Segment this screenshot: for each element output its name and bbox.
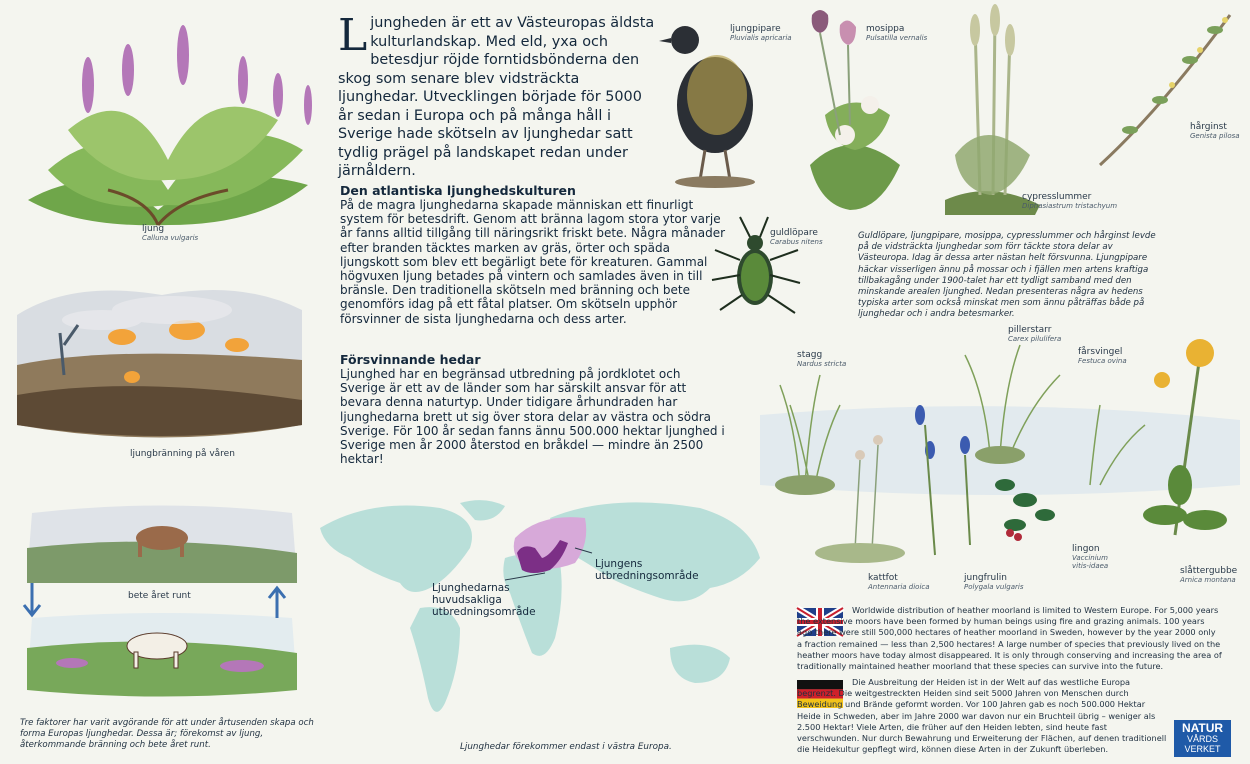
ljung-label: ljung Calluna vulgaris [142, 224, 199, 242]
heather-plant-illustration [8, 10, 328, 235]
map-label-core: Ljunghedarnas huvudsakliga utbredningsområde [432, 582, 536, 618]
lingon-label: lingon Vaccinium vitis-idaea [1072, 544, 1109, 570]
pillerstarr-label: pillerstarr Carex pilulifera [1008, 325, 1062, 343]
bete-caption: bete året runt [128, 591, 191, 601]
cypresslummer-label: cypresslummer Diphasiastrum tristachyum [1022, 192, 1118, 210]
section-disappearing-body: Ljunghed har en begränsad utbredning på jordklotet och Sverige är ett av de länder som har särskilt ansvar för att bevara denna naturtyp. Under tidigare århundraden har ljunghedarna brett ut sig över stora delar av västra och södra Sverige. För 100 år sedan fanns ännu 500.000 hektar ljunghed i Sverige men år 2000 återstod en bråkdel — mindre än 2500 hektar! [340, 367, 725, 467]
intro-paragraph [338, 10, 658, 181]
map-caption: Ljunghedar förekommer endast i västra Europa. [460, 742, 672, 752]
logo-line3: VERKET [1184, 744, 1221, 754]
ljungbranning-caption: ljungbränning på våren [130, 449, 235, 459]
ljungpipare-label: ljungpipare Pluvialis apricaria [730, 24, 792, 42]
guldlopare-label: guldlöpare Carabus nitens [770, 228, 823, 246]
heath-species-illustration [760, 335, 1245, 595]
section-disappearing-heading: Försvinnande hedar [340, 352, 481, 367]
naturvardsverket-logo [1174, 720, 1231, 757]
species-note: Guldlöpare, ljungpipare, mosippa, cypresslummer och hårginst levde på de vidsträckta ljunghedar som förr täckte stora delar av Västeuropa. Idag är dessa arter nästan helt försvunna. Ljungpipare häckar visserligen ännu på mossar och i fjällen men artens kraftiga tillbakagång under 1900-talet har ett tydligt samband med den minskande arealen ljunghed. Nedan presenteras några av hedens typiska arter som också minskat men som ännu påträffas både på ljunghedar och i andra betesmarker. [858, 231, 1156, 320]
faktorer-text: Tre faktorer har varit avgörande för att under årtusenden skapa och forma Europas ljunghedar. Dessa är; förekomst av ljung, återkommande bränning och bete året runt. [20, 718, 314, 750]
intro-dropcap: L [338, 10, 368, 61]
section-atlantic-body: På de magra ljunghedarna skapade människan ett finurligt system för betesdrift. Genom att bränna lagom stora ytor varje år fanns alltid tillgång till näringsrikt friskt bete. Några månader efter branden täcktes marken av gräs, örter och späda ljungskott som blev ett begärligt bete för kreaturen. Gammal högvuxen ljung betades på vintern och samlades även in till bränsle. Den traditionella skötseln med bränning och bete genomförs idag på ett fåtal platser. Om skötseln upphör försvinner de sista ljunghedarna och dess arter. [340, 198, 726, 326]
slattergubbe-label: slåttergubbe Arnica montana [1180, 566, 1238, 584]
logo-line1: NATUR [1181, 721, 1224, 735]
mosippa-label: mosippa Pulsatilla vernalis [866, 24, 928, 42]
stagg-label: stagg Nardus stricta [797, 350, 847, 368]
intro-text: jungheden är ett av Västeuropas äldsta kulturlandskap. Med eld, yxa och betesdjur röjde forntidsbönderna den skog som senare blev vidsträckta ljunghedar. Utvecklingen började för 5000 år sedan i Europa och på många håll i Sverige hade skötseln av ljunghedar satt tydlig prägel på landskapet redan under järnåldern. [338, 15, 655, 179]
harginst-illustration [1100, 0, 1240, 170]
harginst-label: hårginst Genista pilosa [1190, 122, 1240, 140]
section-disappearing [340, 352, 725, 466]
map-label-range: Ljungens utbredningsområde [595, 558, 699, 582]
section-atlantic [340, 183, 730, 326]
jungfrulin-label: jungfrulin Polygala vulgaris [964, 573, 1024, 591]
world-map [310, 488, 780, 743]
farsvingel-label: fårsvingel Festuca ovina [1078, 347, 1127, 365]
heath-burning-illustration [12, 275, 307, 450]
english-text: Worldwide distribution of heather moorland is limited to Western Europe. For 5,000 years the extensive moors have been formed by human beings using fire and grazing animals. 100 years ago there were still 500,000 hectares of heather moorland in Sweden, however by the year 2000 only a fraction remained — less than 2,500 hectares! A large number of species that previously lived on the heather moors have today almost disappeared. It is only through conserving and increasing the area of traditionally maintained heather moorland that these species can survive into the future. [797, 605, 1222, 672]
german-text: Die Ausbreitung der Heiden ist in der Welt auf das westliche Europa begrenzt. Die weitgestreckten Heiden sind seit 5000 Jahren von Menschen durch Beweidung und Brände geformt worden. Vor 100 Jahren gab es noch 500.000 Hektar Heide in Schweden, aber im Jahre 2000 war davon nur ein Bruchteil übrig – weniger als 2.500 Hektar! Viele Arten, die früher auf den Heiden lebten, sind heute fast verschwunden. Nur durch Bewahrung und Erweiterung der Flächen, auf denen traditionell die Heidekultur gepflegt wird, können diese Arten in der Zukunft überleben. [797, 677, 1167, 755]
kattfot-label: kattfot Antennaria dioica [868, 573, 930, 591]
cypresslummer-illustration [935, 5, 1045, 215]
logo-line2: VÅRDS [1186, 734, 1218, 744]
section-atlantic-heading: Den atlantiska ljunghedskulturen [340, 183, 576, 198]
